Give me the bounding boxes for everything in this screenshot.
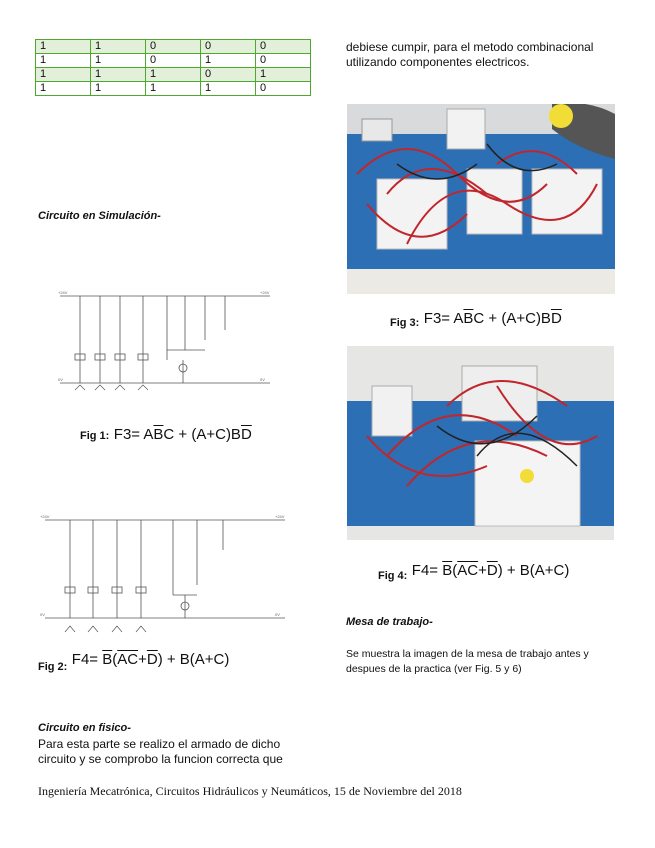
fig2-formula xyxy=(72,651,230,668)
fig3-formula-d-bar: $\overline{D}$ xyxy=(550,310,562,327)
fig3-formula-a: F3= A xyxy=(423,310,464,327)
fig3-formula xyxy=(424,310,562,327)
fig2-formula-tail: ) + B(A+C) xyxy=(157,651,230,668)
mesa-text-line-1: Se muestra la imagen de la mesa de trabajo antes y xyxy=(346,648,589,660)
table-cell: 1 xyxy=(91,40,146,54)
fig4-formula-ac-bar: $\overline{AC}$ xyxy=(457,562,479,579)
fig4-label: Fig 4: xyxy=(378,570,408,582)
table-cell: 0 xyxy=(146,54,201,68)
fig4-caption xyxy=(378,562,569,580)
section-heading-fisico: Circuito en fisico- xyxy=(38,722,131,734)
svg-text:0V: 0V xyxy=(275,612,280,617)
fig4-formula-prefix: F4= xyxy=(411,562,443,579)
fig2-formula-plus: + xyxy=(138,651,147,668)
truth-table xyxy=(35,39,311,96)
photo-fig3 xyxy=(347,104,615,294)
table-cell: 1 xyxy=(36,82,91,96)
circuit-diagram-2 xyxy=(35,510,295,640)
table-cell: 1 xyxy=(91,82,146,96)
fig3-formula-b-bar: $\overline{B}$ xyxy=(463,310,474,327)
photo-fig4 xyxy=(347,346,614,540)
svg-text:+24V: +24V xyxy=(58,290,68,295)
fig2-formula-ac-bar: $\overline{AC}$ xyxy=(117,651,139,668)
right-intro-line-2: utilizando componentes electricos. xyxy=(346,55,530,69)
svg-text:0V: 0V xyxy=(260,377,265,382)
fig4-formula-b-bar: $\overline{B}$ xyxy=(442,562,453,579)
section-heading-mesa: Mesa de trabajo- xyxy=(346,616,433,628)
table-cell: 1 xyxy=(36,68,91,82)
right-intro xyxy=(346,40,593,70)
table-cell: 0 xyxy=(256,40,311,54)
fig1-formula-d-bar: $\overline{D}$ xyxy=(240,426,252,443)
circuit-diagram-1 xyxy=(55,290,280,405)
svg-text:+24V: +24V xyxy=(275,514,285,519)
fig2-formula-prefix: F4= xyxy=(71,651,103,668)
page-footer: Ingeniería Mecatrónica, Circuitos Hidráulicos y Neumáticos, 15 de Noviembre del 2018 xyxy=(38,784,462,798)
table-cell: 1 xyxy=(146,68,201,82)
fig4-formula-open: ( xyxy=(452,562,458,579)
table-row xyxy=(36,54,311,68)
table-cell: 0 xyxy=(146,40,201,54)
table-cell: 1 xyxy=(146,82,201,96)
table-row xyxy=(36,82,311,96)
fig2-formula-d-bar: $\overline{D}$ xyxy=(146,651,158,668)
fig2-formula-b-bar: $\overline{B}$ xyxy=(102,651,113,668)
table-cell: 0 xyxy=(201,40,256,54)
table-cell: 1 xyxy=(36,40,91,54)
fig1-formula-mid: C + (A+C)B xyxy=(163,426,241,443)
fig1-formula xyxy=(114,426,252,443)
table-cell: 0 xyxy=(256,82,311,96)
table-cell: 1 xyxy=(201,82,256,96)
table-cell: 1 xyxy=(36,54,91,68)
fig1-caption xyxy=(80,426,252,444)
mesa-text-line-2: despues de la practica (ver Fig. 5 y 6) xyxy=(346,663,522,675)
svg-text:0V: 0V xyxy=(58,377,63,382)
fig4-formula-tail: ) + B(A+C) xyxy=(497,562,570,579)
fig4-formula-plus: + xyxy=(478,562,487,579)
fisico-text-line-2: circuito y se comprobo la funcion correcta que xyxy=(38,752,283,766)
fig4-formula xyxy=(412,562,570,579)
fig1-formula-b-bar: $\overline{B}$ xyxy=(153,426,164,443)
fig2-formula-open: ( xyxy=(112,651,118,668)
table-cell: 1 xyxy=(201,54,256,68)
right-intro-line-1: debiese cumpir, para el metodo combinacional xyxy=(346,40,594,54)
fisico-text xyxy=(38,737,283,767)
table-row xyxy=(36,68,311,82)
fig3-label: Fig 3: xyxy=(390,317,420,329)
fisico-text-line-1: Para esta parte se realizo el armado de dicho xyxy=(38,737,281,751)
section-heading-simulacion: Circuito en Simulación- xyxy=(38,210,161,222)
fig2-label: Fig 2: xyxy=(38,661,68,673)
fig3-caption xyxy=(390,310,562,328)
svg-text:0V: 0V xyxy=(40,612,45,617)
table-cell: 0 xyxy=(201,68,256,82)
fig1-formula-a: F3= A xyxy=(113,426,154,443)
table-cell: 1 xyxy=(256,68,311,82)
table-row xyxy=(36,40,311,54)
mesa-text xyxy=(346,647,589,677)
table-cell: 1 xyxy=(91,68,146,82)
table-cell: 0 xyxy=(256,54,311,68)
svg-text:+24V: +24V xyxy=(40,514,50,519)
fig3-formula-mid: C + (A+C)B xyxy=(473,310,551,327)
fig1-label: Fig 1: xyxy=(80,430,110,442)
svg-text:+24V: +24V xyxy=(260,290,270,295)
table-cell: 1 xyxy=(91,54,146,68)
fig2-caption xyxy=(38,651,230,673)
fig4-formula-d-bar: $\overline{D}$ xyxy=(486,562,498,579)
